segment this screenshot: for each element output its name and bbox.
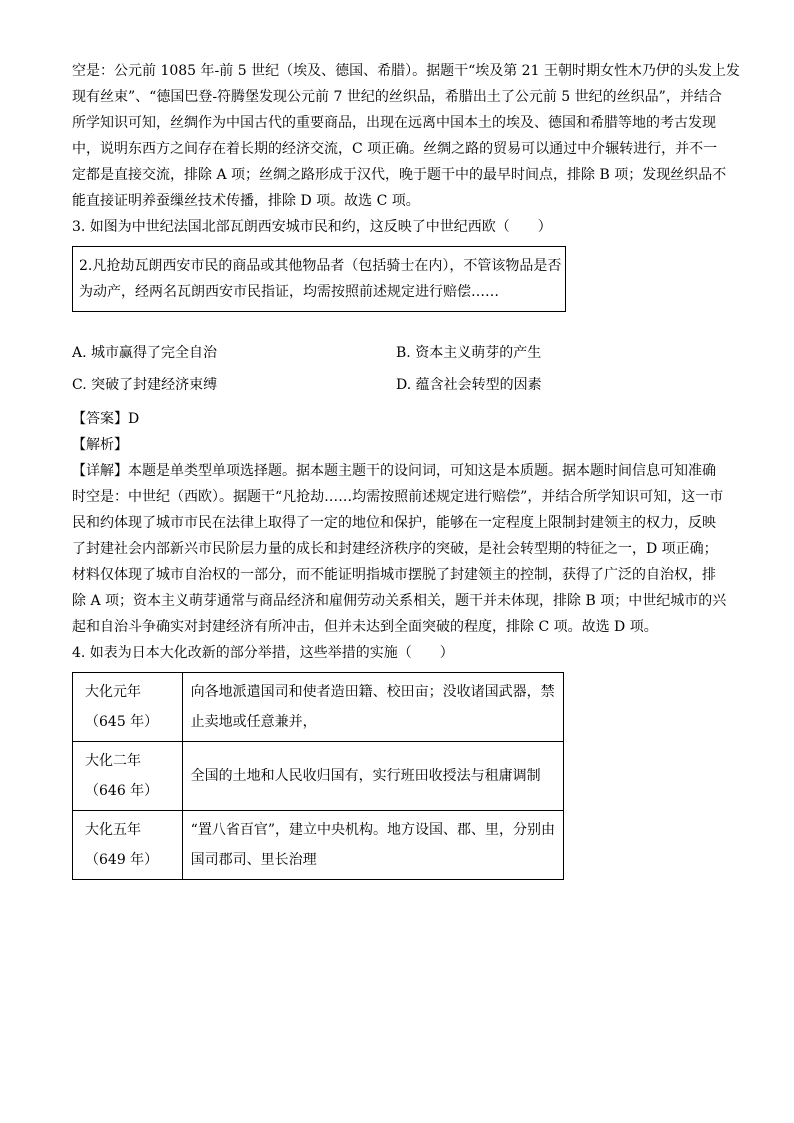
option-a: A. 城市赢得了完全自治 bbox=[72, 345, 218, 361]
measure-cell bbox=[182, 811, 563, 880]
table-row bbox=[73, 742, 564, 811]
answer-value: D bbox=[128, 411, 140, 427]
year-cell bbox=[73, 811, 183, 880]
question-4-stem: 4. 如表为日本大化改新的部分举措，这些举措的实施（ ） bbox=[72, 645, 454, 661]
year-ad: （649 年） bbox=[85, 852, 159, 868]
measure-cell bbox=[182, 673, 563, 742]
option-c: C. 突破了封建经济束缚 bbox=[72, 377, 218, 393]
question-3-options bbox=[72, 340, 724, 406]
source-line: 为动产，经两名瓦朗西安市民指证，均需按照前述规定进行赔偿…… bbox=[79, 284, 499, 300]
text-line: 现有丝束”、“德国巴登-符腾堡发现公元前 7 世纪的丝织品，希腊出土了公元前 5 世纪的丝织品”，并结合 bbox=[72, 89, 722, 105]
year-cell bbox=[73, 742, 183, 811]
measure-line: 向各地派遣国司和使者造田籍、校田亩；没收诸国武器，禁 bbox=[190, 684, 555, 700]
measure-line: 全国的土地和人民收归国有，实行班田收授法与租庸调制 bbox=[190, 768, 541, 784]
text-line: 中，说明东西方之间存在着长期的经济交流，C 项正确。丝绸之路的贸易可以通过中介辗转进行，并不一 bbox=[72, 141, 718, 157]
text-line: 【详解】本题是单类型单项选择题。据本题主题干的设问词，可知这是本质题。据本题时间信息可知准确 bbox=[72, 463, 716, 479]
measure-line: 国司郡司、里长治理 bbox=[190, 852, 317, 868]
table-row bbox=[73, 811, 564, 880]
analysis-tag: 【解析】 bbox=[72, 437, 128, 453]
text-line: 时空是：中世纪（西欧）。据题干“凡抢劫……均需按照前述规定进行赔偿”，并结合所学知识可知，这一市 bbox=[72, 489, 724, 505]
measure-line: 止卖地或任意兼并， bbox=[190, 714, 317, 730]
prev-analysis bbox=[72, 58, 740, 214]
text-line: 民和约体现了城市市民在法律上取得了一定的地位和保护，能够在一定程度上限制封建领主的权力，反映 bbox=[72, 515, 716, 531]
text-line: 定都是直接交流，排除 A 项；丝绸之路形成于汉代，晚于题干中的最早时间点，排除 B 项；发现丝织品不 bbox=[72, 167, 727, 183]
measure-line: “置八省百官”，建立中央机构。地方设国、郡、里，分别由 bbox=[190, 822, 555, 838]
year-label: 大化二年 bbox=[85, 753, 141, 769]
reform-measures-table bbox=[72, 672, 564, 880]
text-line: 所学知识可知，丝绸作为中国古代的重要商品，出现在远离中国本土的埃及、德国和希腊等地的考古发现 bbox=[72, 115, 716, 131]
text-line: 材料仅体现了城市自治权的一部分，而不能证明指城市摆脱了封建领主的控制，获得了广泛的自治权，排 bbox=[72, 567, 716, 583]
option-d: D. 蕴含社会转型的因素 bbox=[396, 377, 542, 393]
question-3-detail bbox=[72, 458, 727, 640]
source-line: 2.凡抢劫瓦朗西安市民的商品或其他物品者（包括骑士在内），不管该物品是否 bbox=[79, 258, 562, 274]
text-line: 能直接证明养蚕缫丝技术传播，排除 D 项。故选 C 项。 bbox=[72, 193, 420, 209]
table-row bbox=[73, 673, 564, 742]
document-page bbox=[72, 58, 740, 880]
text-line: 起和自治斗争确实对封建经济有所冲击，但并未达到全面突破的程度，排除 C 项。故选 D 项。 bbox=[72, 619, 658, 635]
option-b: B. 资本主义萌芽的产生 bbox=[396, 345, 542, 361]
question-3-source-box bbox=[72, 246, 566, 312]
text-line: 了封建社会内部新兴市民阶层力量的成长和封建经济秩序的突破，是社会转型期的特征之一，D 项正确； bbox=[72, 541, 718, 557]
answer-tag: 【答案】 bbox=[72, 411, 128, 427]
text-line: 除 A 项；资本主义萌芽通常与商品经济和雇佣劳动关系相关，题干并未体现，排除 B 项；中世纪城市的兴 bbox=[72, 593, 727, 609]
year-label: 大化五年 bbox=[85, 822, 141, 838]
text-line: 空是：公元前 1085 年-前 5 世纪（埃及、德国、希腊）。据题干“埃及第 21 王朝时期女性木乃伊的头发上发 bbox=[72, 63, 740, 79]
year-cell bbox=[73, 673, 183, 742]
answer-line bbox=[72, 406, 724, 432]
year-label: 大化元年 bbox=[85, 684, 141, 700]
year-ad: （646 年） bbox=[85, 783, 159, 799]
year-ad: （645 年） bbox=[85, 714, 159, 730]
question-3-stem: 3. 如图为中世纪法国北部瓦朗西安城市民和约，这反映了中世纪西欧（ ） bbox=[72, 219, 552, 235]
measure-cell bbox=[182, 742, 563, 811]
